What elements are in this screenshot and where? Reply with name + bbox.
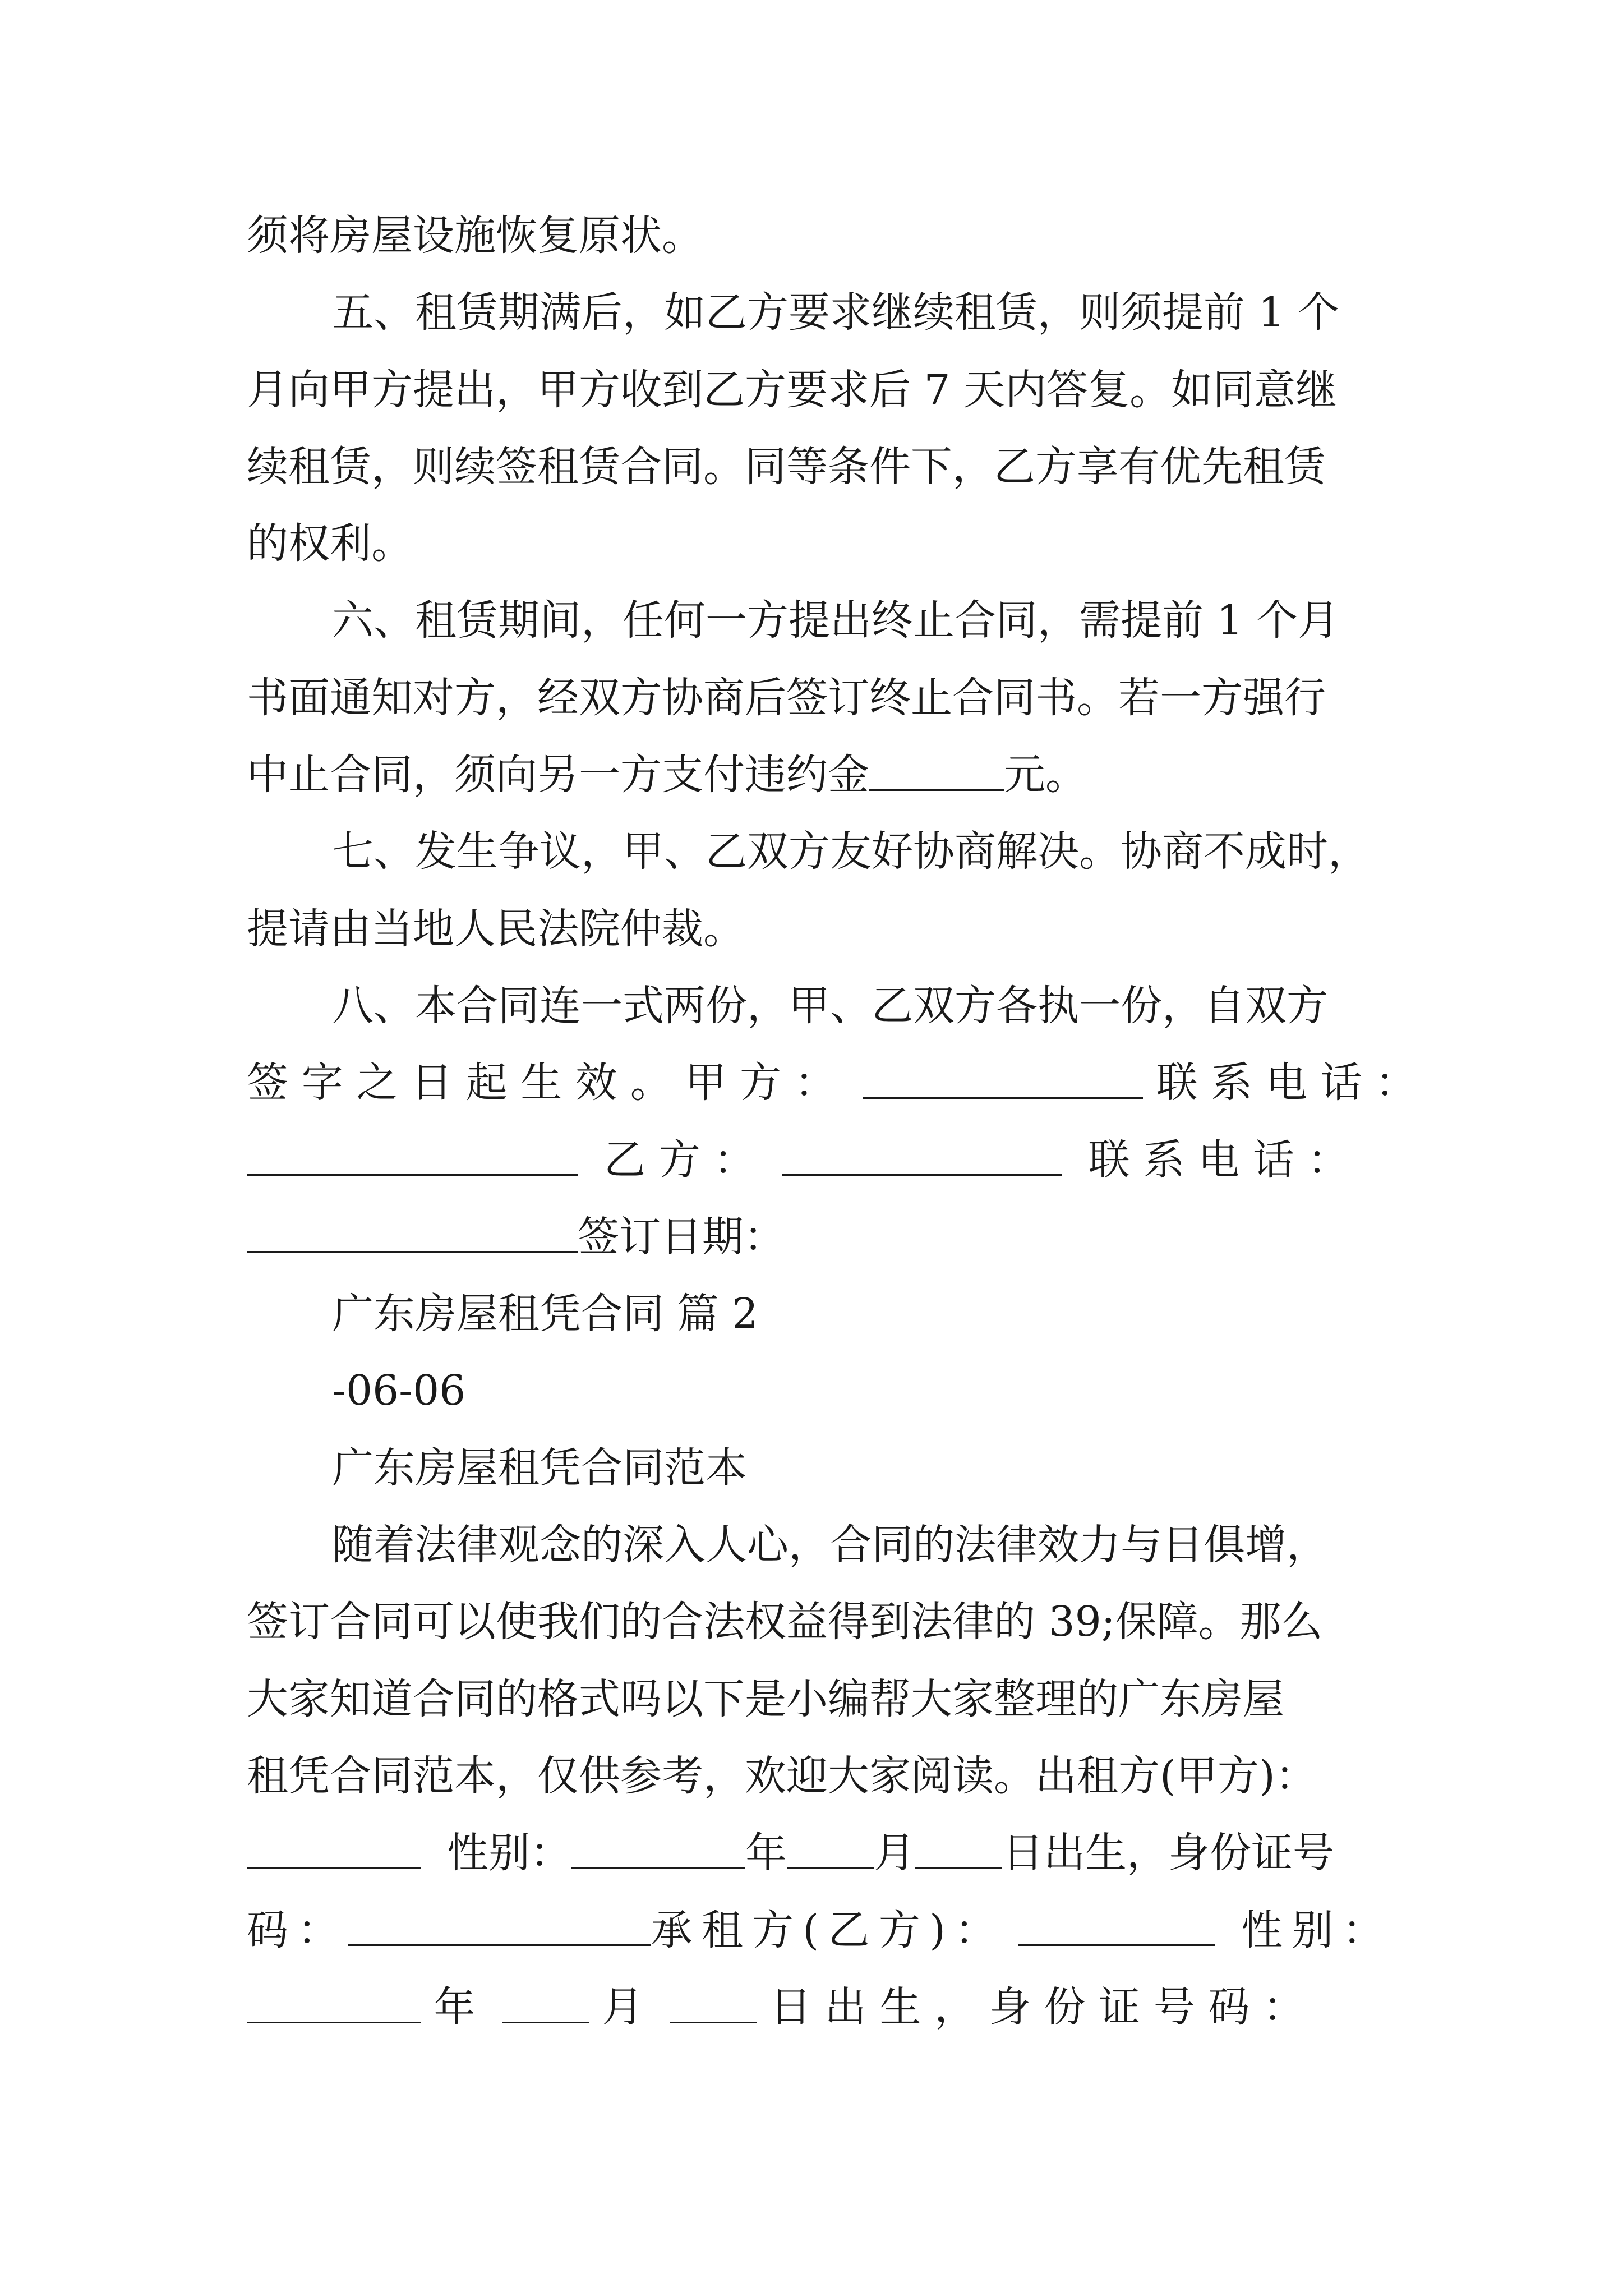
date-line: -06-06: [332, 1366, 466, 1415]
party-b-phone-blank: [247, 1212, 578, 1253]
lessor-birth-month-blank: [915, 1828, 1002, 1869]
clause-8-line-4: 签订日期：: [247, 1199, 1391, 1276]
intro-line-2: 签订合同可以使我们的合法权益得到法律的 39;保障。那么: [247, 1598, 1323, 1646]
intro-line-1: 随着法律观念的深入人心，合同的法律效力与日俱增，: [332, 1521, 1328, 1570]
party-a-phone-blank: [247, 1135, 578, 1176]
lessor-gender-blank: [571, 1828, 745, 1869]
lessee-birth-month-blank: [670, 1982, 757, 2023]
lessee-name-blank: [1018, 1905, 1215, 1946]
party-a-blank: [863, 1058, 1143, 1099]
clause-6-line-1: 六、租赁期间，任何一方提出终止合同，需提前 1 个月: [332, 596, 1340, 645]
document-page: [247, 197, 1430, 2046]
clause-5-line-4: 的权利。: [247, 519, 413, 568]
text-line: 须将房屋设施恢复原状。: [247, 211, 703, 260]
clause-5-line-3: 续租赁，则续签租赁合同。同等条件下，乙方享有优先租赁: [247, 442, 1326, 491]
penalty-amount-blank: [869, 749, 1004, 790]
clause-6-line-3: 中止合同，须向另一方支付违约金 元。: [247, 751, 1087, 799]
section-title: 广东房屋租凭合同 篇 2: [332, 1290, 759, 1338]
clause-8-line-1: 八、本合同连一式两份，甲、乙双方各执一份，自双方: [332, 981, 1328, 1030]
clause-8-line-3: 乙方： 联系电话：: [247, 1122, 1391, 1199]
clause-6-line-2: 书面通知对方，经双方协商后签订终止合同书。若一方强行: [247, 673, 1326, 722]
lessee-birth-year-blank: [502, 1982, 589, 2023]
template-title: 广东房屋租凭合同范本: [332, 1443, 747, 1492]
lessee-birth-line: 年 月 日出生，身份证号码：: [247, 1969, 1391, 2046]
lessor-id-blank: [348, 1905, 651, 1946]
lessor-name-blank: [247, 1828, 421, 1869]
lessee-gender-blank: [247, 1982, 421, 2023]
clause-7-line-2: 提请由当地人民法院仲裁。: [247, 904, 745, 953]
intro-line-4: 租凭合同范本，仅供参考，欢迎大家阅读。出租方(甲方)：: [247, 1751, 1317, 1800]
lessor-info-line: 性别： 年 月 日出生，身份证号: [247, 1815, 1391, 1892]
lessee-info-line: 码： 承租方(乙方)： 性别：: [247, 1906, 1393, 1954]
clause-5-line-2: 月向甲方提出，甲方收到乙方要求后 7 天内答复。如同意继: [247, 365, 1338, 414]
clause-5-line-1: 五、租赁期满后，如乙方要求继续租赁，则须提前 1 个: [332, 288, 1340, 337]
clause-8-line-2: 签字之日起生效。甲方： 联系电话：: [247, 1059, 1430, 1107]
intro-line-3: 大家知道合同的格式吗以下是小编帮大家整理的广东房屋: [247, 1674, 1284, 1723]
party-b-blank: [782, 1135, 1062, 1176]
clause-7-line-1: 七、发生争议，甲、乙双方友好协商解决。协商不成时，: [332, 827, 1370, 876]
lessor-birth-year-blank: [787, 1828, 874, 1869]
